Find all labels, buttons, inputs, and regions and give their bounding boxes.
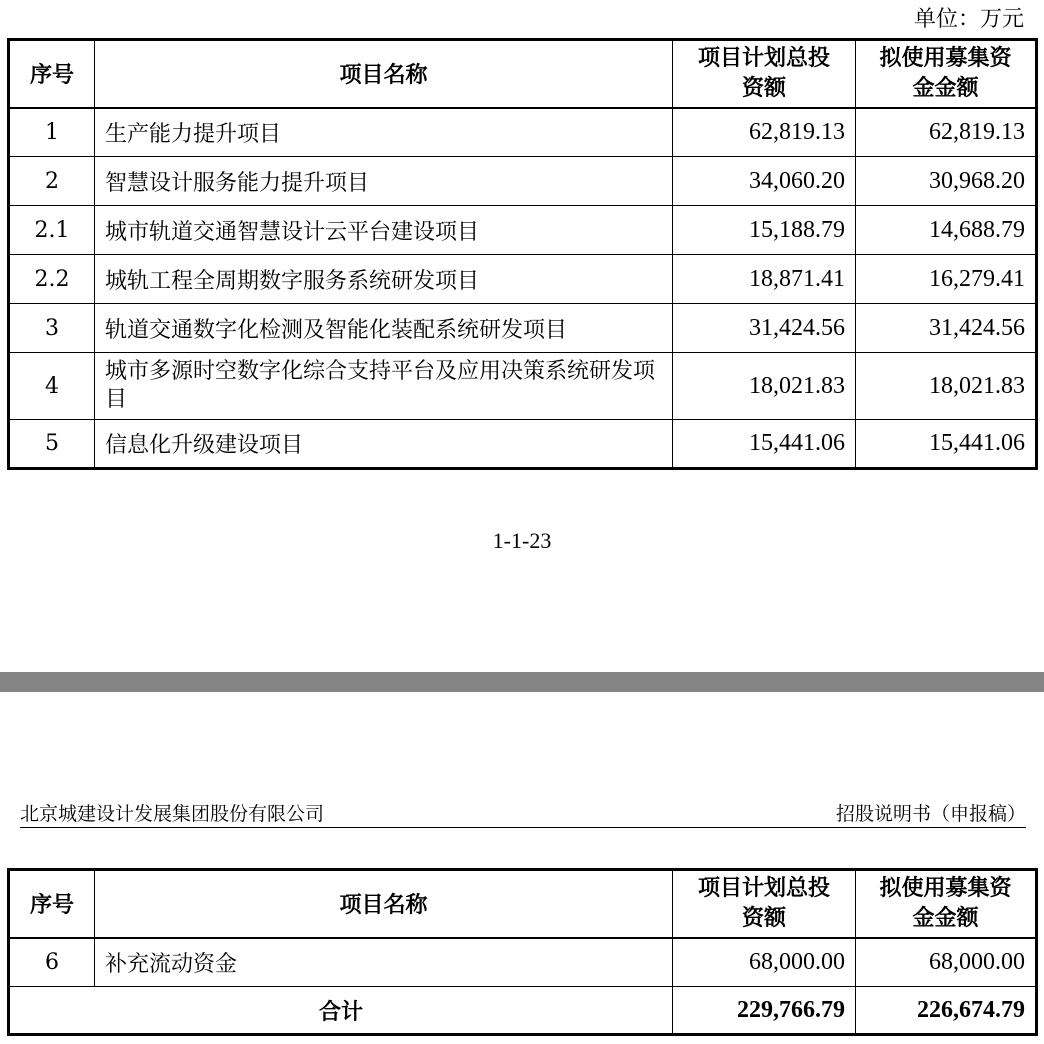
row-project-name: 城轨工程全周期数字服务系统研发项目 xyxy=(95,255,673,304)
company-name: 北京城建设计发展集团股份有限公司 xyxy=(20,803,325,825)
row-raised-funds: 62,819.13 xyxy=(856,108,1037,157)
row-total-investment: 68,000.00 xyxy=(673,938,856,987)
row-project-name: 城市轨道交通智慧设计云平台建设项目 xyxy=(95,206,673,255)
row-raised-funds: 30,968.20 xyxy=(856,157,1037,206)
row-project-name: 轨道交通数字化检测及智能化装配系统研发项目 xyxy=(95,304,673,353)
total-investment-sum: 229,766.79 xyxy=(673,987,856,1035)
header-total-investment-line2: 资额 xyxy=(741,905,786,931)
page-number: 1-1-23 xyxy=(492,528,552,553)
header-total-investment-line1: 项目计划总投 xyxy=(697,45,830,71)
page-separator xyxy=(0,672,1044,692)
table-row xyxy=(9,157,1037,206)
row-no: 4 xyxy=(9,353,95,420)
row-raised-funds: 15,441.06 xyxy=(856,420,1037,469)
table-row xyxy=(9,304,1037,353)
row-total-investment: 62,819.13 xyxy=(673,108,856,157)
row-project-name: 智慧设计服务能力提升项目 xyxy=(95,157,673,206)
header-total-investment-line1: 项目计划总投 xyxy=(697,875,830,901)
header-project-name: 项目名称 xyxy=(95,40,673,108)
fundraising-table-part2 xyxy=(7,868,1038,1036)
row-no: 2.2 xyxy=(9,255,95,304)
table-header-row xyxy=(9,870,1037,938)
table-header-row xyxy=(9,40,1037,108)
row-total-investment: 18,021.83 xyxy=(673,353,856,420)
table-row xyxy=(9,108,1037,157)
header-raised-funds-line1: 拟使用募集资 xyxy=(879,875,1012,901)
document-header xyxy=(20,797,1026,828)
table-row xyxy=(9,420,1037,469)
table-row xyxy=(9,255,1037,304)
row-no: 6 xyxy=(9,938,95,987)
header-no: 序号 xyxy=(9,40,95,108)
row-no: 2.1 xyxy=(9,206,95,255)
header-total-investment xyxy=(673,40,856,108)
table-row xyxy=(9,938,1037,987)
document-type: 招股说明书（申报稿） xyxy=(835,803,1026,825)
row-no: 5 xyxy=(9,420,95,469)
header-no: 序号 xyxy=(9,870,95,938)
row-no: 3 xyxy=(9,304,95,353)
header-total-investment-line2: 资额 xyxy=(741,75,786,101)
header-raised-funds xyxy=(856,870,1037,938)
header-raised-funds-line2: 金金额 xyxy=(912,75,979,101)
total-label: 合计 xyxy=(9,987,673,1035)
row-raised-funds: 14,688.79 xyxy=(856,206,1037,255)
total-row xyxy=(9,987,1037,1035)
table-row xyxy=(9,353,1037,420)
row-raised-funds: 18,021.83 xyxy=(856,353,1037,420)
row-total-investment: 34,060.20 xyxy=(673,157,856,206)
row-raised-funds: 16,279.41 xyxy=(856,255,1037,304)
row-no: 1 xyxy=(9,108,95,157)
row-project-name: 生产能力提升项目 xyxy=(95,108,673,157)
unit-label: 单位：万元 xyxy=(913,7,1024,32)
table-row xyxy=(9,206,1037,255)
header-raised-funds xyxy=(856,40,1037,108)
row-total-investment: 15,188.79 xyxy=(673,206,856,255)
row-project-name: 补充流动资金 xyxy=(95,938,673,987)
row-no: 2 xyxy=(9,157,95,206)
header-raised-funds-line2: 金金额 xyxy=(912,905,979,931)
raised-funds-sum: 226,674.79 xyxy=(856,987,1037,1035)
header-project-name: 项目名称 xyxy=(95,870,673,938)
row-raised-funds: 31,424.56 xyxy=(856,304,1037,353)
row-project-name: 信息化升级建设项目 xyxy=(95,420,673,469)
fundraising-table-part1 xyxy=(7,38,1038,470)
row-raised-funds: 68,000.00 xyxy=(856,938,1037,987)
row-total-investment: 15,441.06 xyxy=(673,420,856,469)
row-total-investment: 31,424.56 xyxy=(673,304,856,353)
row-project-name: 城市多源时空数字化综合支持平台及应用决策系统研发项目 xyxy=(95,353,673,420)
row-total-investment: 18,871.41 xyxy=(673,255,856,304)
header-raised-funds-line1: 拟使用募集资 xyxy=(879,45,1012,71)
header-total-investment xyxy=(673,870,856,938)
